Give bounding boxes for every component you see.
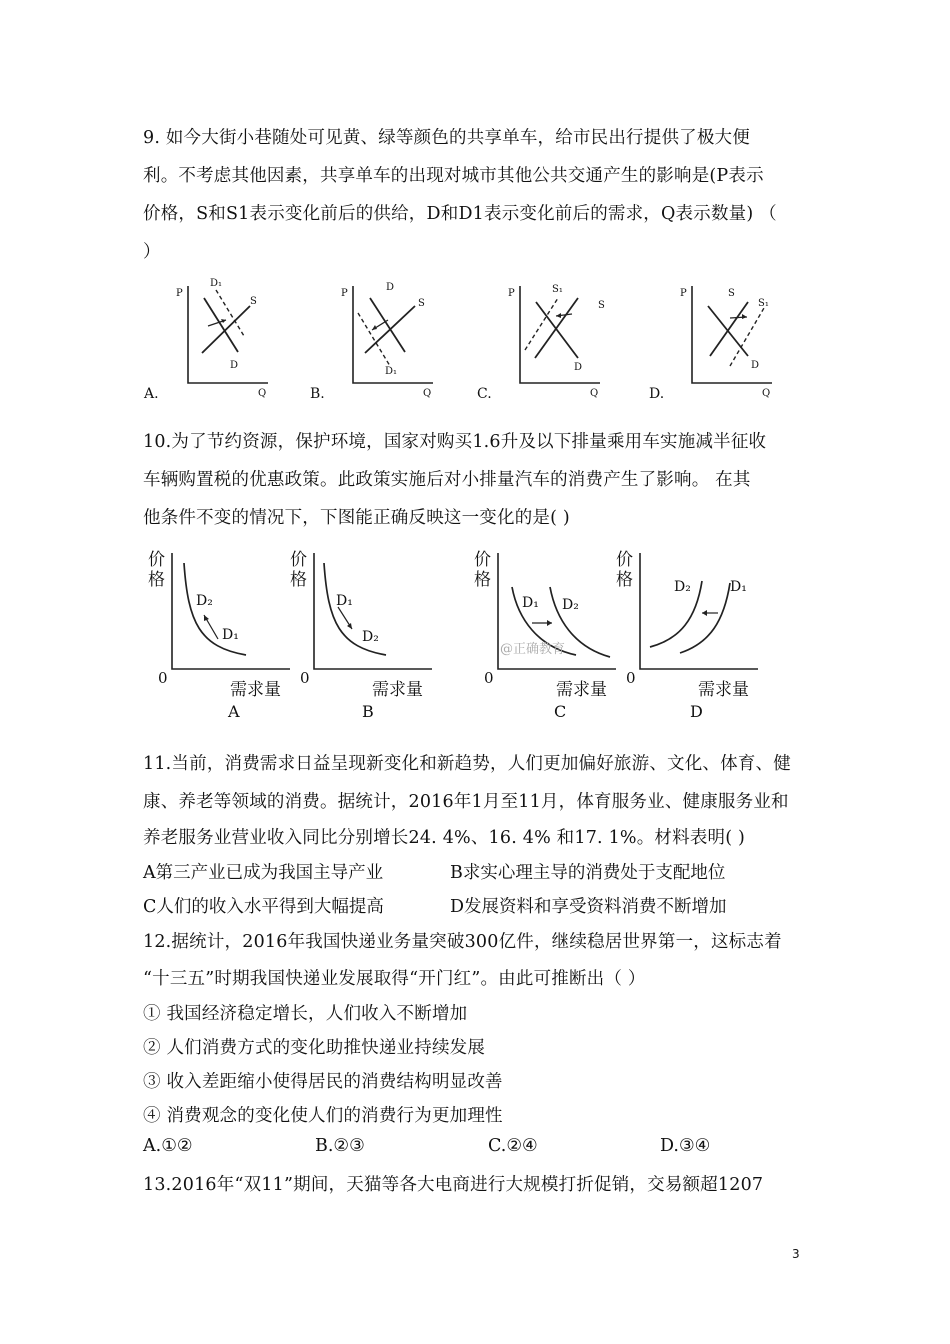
q10-b-letter: B	[362, 702, 374, 721]
q10-graph-c	[474, 550, 616, 721]
q10-c-label-2: D₂	[562, 597, 579, 613]
q9-d-q-label: Q	[762, 388, 771, 399]
q9-d-label-3: D	[751, 360, 760, 371]
q10-graphs	[140, 543, 800, 723]
q9-line-4: ）	[143, 242, 161, 262]
q11-option-a: A第三产业已成为我国主导产业	[143, 863, 384, 883]
q9-a-p-label: P	[176, 288, 183, 299]
q9-a-label-2: S	[250, 296, 257, 307]
page-number: 3	[792, 1247, 800, 1261]
q9-d-p-label: P	[680, 288, 687, 299]
q12-option-a: A.①②	[143, 1136, 193, 1156]
q11-option-b: B求实心理主导的消费处于支配地位	[450, 863, 726, 883]
q10-watermark: @正确教育	[500, 642, 566, 657]
q10-graph-a	[148, 550, 290, 721]
q9-graphs	[140, 268, 800, 408]
q9-graph-a	[143, 278, 268, 402]
q9-b-letter: B.	[310, 386, 325, 402]
q9-d-label-1: S	[728, 288, 735, 299]
q10-b-qty: 需求量	[372, 680, 423, 700]
q10-line-2: 车辆购置税的优惠政策。此政策实施后对小排量汽车的消费产生了影响。 在其	[143, 470, 751, 490]
q12-line-2: “十三五”时期我国快递业发展取得“开门红”。由此可推断出（ ）	[143, 969, 646, 989]
q9-a-label-1: D₁	[210, 278, 223, 289]
q13-line-1: 13.2016年“双11”期间，天猫等各大电商进行大规模打折促销，交易额超1207	[143, 1175, 764, 1195]
q10-d-qty: 需求量	[698, 680, 749, 700]
q10-b-price-2: 格	[290, 570, 307, 590]
q9-b-label-3: D₁	[385, 366, 398, 377]
q10-line-3: 他条件不变的情况下，下图能正确反映这一变化的是( )	[143, 508, 570, 528]
q12-line-1: 12.据统计，2016年我国快递业务量突破300亿件，继续稳居世界第一，这标志着	[143, 932, 782, 952]
q9-line-1: 9. 如今大街小巷随处可见黄、绿等颜色的共享单车，给市民出行提供了极大便	[143, 128, 750, 148]
q9-a-label-3: D	[230, 360, 239, 371]
q9-graph-b	[310, 282, 433, 402]
q9-b-label-1: D	[386, 282, 395, 293]
q9-c-label-2: S	[598, 300, 605, 311]
q9-c-letter: C.	[477, 386, 492, 402]
q11-option-d: D发展资料和享受资料消费不断增加	[450, 897, 727, 917]
q10-line-1: 10.为了节约资源，保护环境，国家对购买1.6升及以下排量乘用车实施减半征收	[143, 432, 767, 452]
q12-item-4: ④ 消费观念的变化使人们的消费行为更加理性	[143, 1106, 503, 1126]
q10-a-qty: 需求量	[230, 680, 281, 700]
q11-line-2: 康、养老等领域的消费。据统计，2016年1月至11月，体育服务业、健康服务业和	[143, 792, 789, 812]
q9-a-q-label: Q	[258, 388, 267, 399]
q12-item-2: ② 人们消费方式的变化助推快递业持续发展	[143, 1038, 486, 1058]
q10-c-price-2: 格	[474, 570, 491, 590]
q10-d-letter: D	[690, 702, 703, 721]
q10-a-price-1: 价	[148, 550, 165, 570]
q12-option-d: D.③④	[660, 1136, 711, 1156]
q9-c-label-1: S₁	[552, 284, 563, 295]
q9-a-letter: A.	[144, 386, 159, 402]
q12-item-3: ③ 收入差距缩小使得居民的消费结构明显改善	[143, 1072, 503, 1092]
q12-option-b: B.②③	[315, 1136, 365, 1156]
q9-d-letter: D.	[649, 386, 665, 402]
q9-line-2: 利。不考虑其他因素，共享单车的出现对城市其他公共交通产生的影响是(P表示	[143, 166, 764, 186]
q10-c-price-1: 价	[474, 550, 491, 570]
q10-d-label-2: D₁	[730, 579, 747, 595]
q9-c-label-3: D	[574, 362, 583, 373]
q11-line-1: 11.当前，消费需求日益呈现新变化和新趋势，人们更加偏好旅游、文化、体育、健	[143, 754, 791, 774]
q10-c-label-1: D₁	[522, 595, 539, 611]
q10-d-price-1: 价	[616, 550, 633, 570]
q10-b-origin: 0	[300, 669, 310, 687]
q9-line-3: 价格，S和S1表示变化前后的供给，D和D1表示变化前后的需求，Q表示数量) （	[143, 204, 777, 224]
q10-c-qty: 需求量	[556, 680, 607, 700]
q10-d-price-2: 格	[616, 570, 633, 590]
q10-b-label-1: D₁	[336, 593, 353, 609]
q10-b-price-1: 价	[290, 550, 307, 570]
q10-graph-d	[616, 550, 758, 721]
q9-c-p-label: P	[508, 288, 515, 299]
q10-b-label-2: D₂	[362, 629, 379, 645]
q11-option-c: C人们的收入水平得到大幅提高	[143, 897, 384, 917]
q10-a-label-2: D₁	[222, 627, 239, 643]
q10-a-price-2: 格	[148, 570, 165, 590]
q12-option-c: C.②④	[488, 1136, 538, 1156]
q10-d-origin: 0	[626, 669, 636, 687]
q10-a-letter: A	[228, 702, 240, 721]
q10-a-origin: 0	[158, 669, 168, 687]
q9-graph-c	[477, 284, 605, 402]
q11-line-3: 养老服务业营业收入同比分别增长24. 4%、16. 4% 和17. 1%。材料表明( )	[143, 828, 746, 848]
q9-b-p-label: P	[341, 288, 348, 299]
q10-d-label-1: D₂	[674, 579, 691, 595]
q10-c-origin: 0	[484, 669, 494, 687]
q9-d-label-2: S₁	[758, 298, 769, 309]
q10-graph-b	[290, 550, 432, 721]
q12-item-1: ① 我国经济稳定增长，人们收入不断增加	[143, 1004, 468, 1024]
q9-b-q-label: Q	[423, 388, 432, 399]
q9-b-label-2: S	[418, 298, 425, 309]
q10-a-label-1: D₂	[196, 593, 213, 609]
q9-graph-d	[649, 286, 772, 402]
q10-c-letter: C	[554, 702, 567, 721]
q9-c-q-label: Q	[590, 388, 599, 399]
